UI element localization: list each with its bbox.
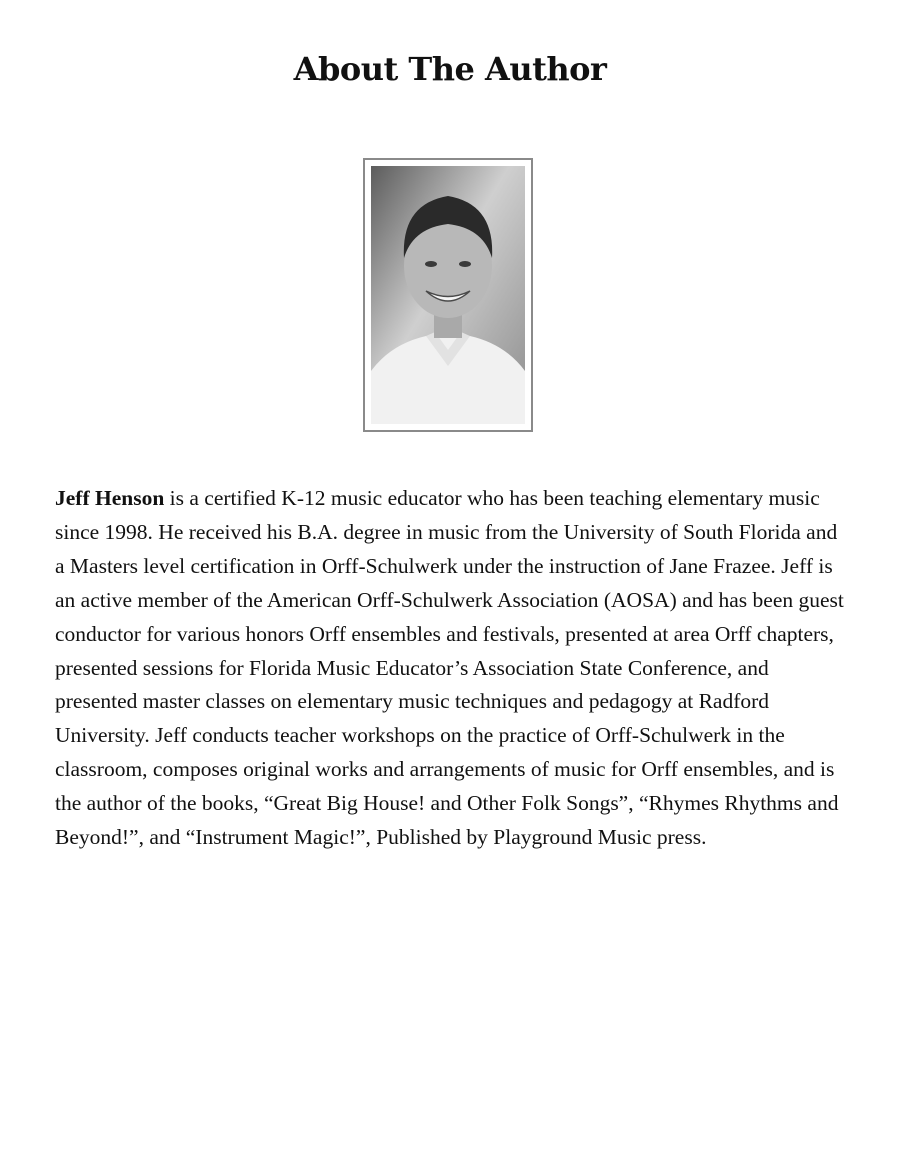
author-bio: [55, 482, 850, 855]
author-bio-text: is a certified K-12 music educator who has been teaching elementary music since 1998. He received his B.A. degree in music from the University of South Florida and a Masters level certification in Orff-Schulwerk under the instruction of Jane Frazee. Jeff is an active member of the American Orff-Schulwerk Association (AOSA) and has been guest conductor for various honors Orff ensembles and festivals, presented at area Orff chapters, presented sessions for Florida Music Educator’s Association State Conference, and presented master classes on elementary music techniques and pedagogy at Radford University. Jeff conducts teacher workshops on the practice of Orff-Schulwerk in the classroom, composes original works and arrangements of music for Orff ensembles, and is the author of the books, “Great Big House! and Other Folk Songs”, “Rhymes Rhythms and Beyond!”, and “Instrument Magic!”, Published by Playground Music press.: [55, 486, 844, 850]
author-photo-frame: [363, 158, 533, 432]
author-portrait-illustration: [371, 166, 525, 424]
author-name: Jeff Henson: [55, 486, 165, 510]
author-photo: [371, 166, 525, 424]
page-title: About The Author: [293, 50, 607, 88]
